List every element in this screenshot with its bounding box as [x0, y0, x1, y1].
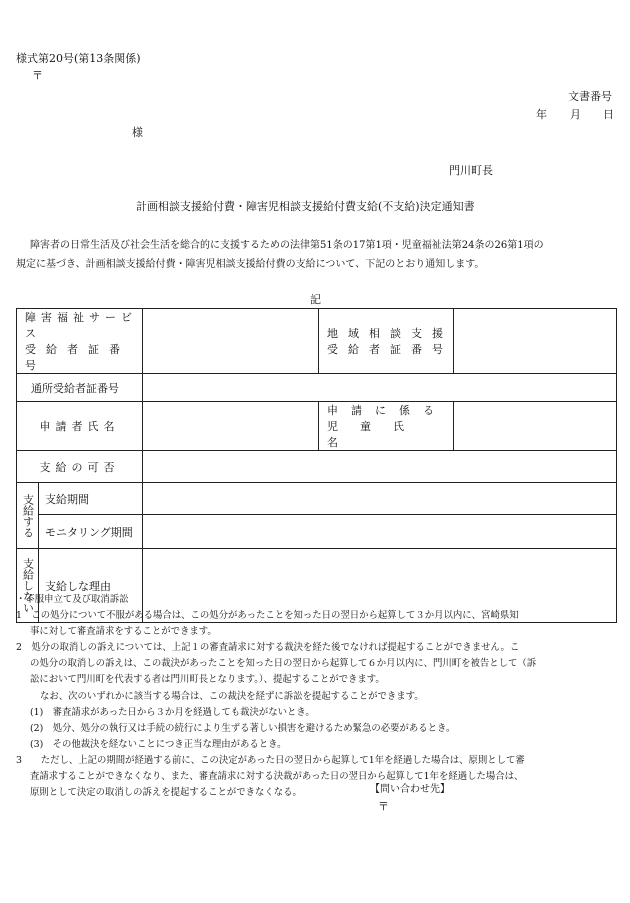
child-name-label-b: 児童氏名 — [327, 420, 426, 449]
appeal-notes — [16, 592, 616, 801]
note-2-b: の処分の取消しの訴えは、この裁決があったことを知った日の翌日から起算して６か月以内に、門川町を被告として（訴 — [30, 658, 537, 670]
community-cert-value[interactable] — [454, 309, 617, 374]
contact-label: 【問い合わせ先】 — [370, 784, 450, 795]
intro-line-1: 障害者の日常生活及び社会生活を総合的に支援するための法律第51条の17第1項・児童福祉法第24条の26第1項の — [30, 240, 544, 251]
service-cert-label-b: 受給者証番号 — [25, 343, 130, 372]
monitoring-period-value[interactable] — [143, 515, 617, 549]
notes-heading: ・不服申立て及び取消訴訟 — [16, 594, 129, 605]
nosupply-vertical-text: 支給しない — [21, 558, 35, 613]
applicant-name-label — [17, 402, 143, 451]
child-name-label — [319, 402, 454, 451]
table-row — [17, 451, 617, 483]
table-row — [17, 374, 617, 402]
monitoring-period-label: モニタリング期間 — [39, 515, 143, 549]
day-service-cert-value[interactable] — [143, 374, 617, 402]
contact-postal-mark: 〒 — [378, 800, 389, 813]
note-1-b: 事に対して審査請求をすることができます。 — [30, 626, 217, 638]
note-3-b: 査請求することができなくなり、また、審査請求に対する決裁があった日の翌日から起算して1年を経過した場合は、 — [30, 771, 524, 783]
table-row — [17, 515, 617, 549]
supply-period-label: 支給期間 — [39, 483, 143, 515]
decision-table — [16, 308, 617, 623]
sender: 門川町長 — [449, 164, 493, 177]
note-2-item-2: (2) 処分、処分の執行又は手続の続行により生ずる著しい損害を避けるため緊急の必要があるとき。 — [30, 722, 456, 734]
community-cert-label — [319, 309, 454, 374]
applicant-name-value[interactable] — [143, 402, 319, 451]
service-cert-label-a: 障害福祉サービス — [25, 311, 137, 340]
table-row — [17, 483, 617, 515]
service-cert-value[interactable] — [143, 309, 319, 374]
ki-label: 記 — [310, 293, 321, 306]
form-number: 様式第20号(第13条関係) — [16, 52, 141, 65]
note-2-d: なお、次のいずれかに該当する場合は、この裁決を経ずに訴訟を提起することができます。 — [40, 690, 424, 702]
note-3-c: 原則として決定の取消しの訴えを提起することができなくなる。 — [30, 787, 302, 799]
community-cert-label-a: 地域相談支援 — [327, 327, 453, 340]
supply-vertical-text: 支給する — [21, 493, 35, 538]
doc-number-label: 文書番号 — [568, 90, 612, 103]
date-month: 月 — [570, 108, 581, 121]
table-row — [17, 309, 617, 374]
postal-mark: 〒 — [32, 69, 43, 82]
applicant-name-text: 申請者氏名 — [39, 420, 120, 433]
note-2-c: 訟において門川町を代表する者は門川町長となります。）、提起することができます。 — [30, 674, 385, 686]
nosupply-reason-label: 支給しな理由 — [39, 549, 143, 623]
approval-text: 支給の可否 — [39, 460, 120, 474]
date-day: 日 — [603, 108, 614, 121]
note-2-a: 2 処分の取消しの訴えについては、上記１の審査請求に対する裁決を経た後でなければ提起することができません。こ — [16, 642, 520, 654]
approval-value[interactable] — [143, 451, 617, 483]
child-name-label-a: 申請に係る — [327, 404, 447, 417]
service-cert-label — [17, 309, 143, 374]
approval-label — [17, 451, 143, 483]
note-2-item-3: (3) その他裁決を経ないことにつき正当な理由があるとき。 — [30, 738, 287, 750]
day-service-cert-label: 通所受給者証番号 — [17, 374, 143, 402]
intro-line-2: 規定に基づき、計画相談支援給付費・障害児相談支援給付費の支給について、下記のとおり通知します。 — [16, 259, 485, 270]
supply-group-label — [17, 483, 39, 549]
supply-period-value[interactable] — [143, 483, 617, 515]
recipient-suffix: 様 — [132, 126, 143, 139]
note-3-a: 3 ただし、上記の期間が経過する前に、この決定があった日の翌日から起算して1年を経過した場合は、原則として審 — [16, 754, 525, 766]
page-title: 計画相談支援給付費・障害児相談支援給付費支給(不支給)決定通知書 — [136, 200, 475, 213]
date-year: 年 — [536, 108, 547, 121]
note-2-item-1: (1) 審査請求があった日から３か月を経過しても裁決がないとき。 — [30, 706, 315, 718]
community-cert-label-b: 受給者証番号 — [327, 343, 453, 356]
table-row — [17, 402, 617, 451]
child-name-value[interactable] — [454, 402, 617, 451]
note-1-a: 1 この処分について不服がある場合は、この処分があったことを知った日の翌日から起算して３か月以内に、宮崎県知 — [16, 610, 519, 622]
